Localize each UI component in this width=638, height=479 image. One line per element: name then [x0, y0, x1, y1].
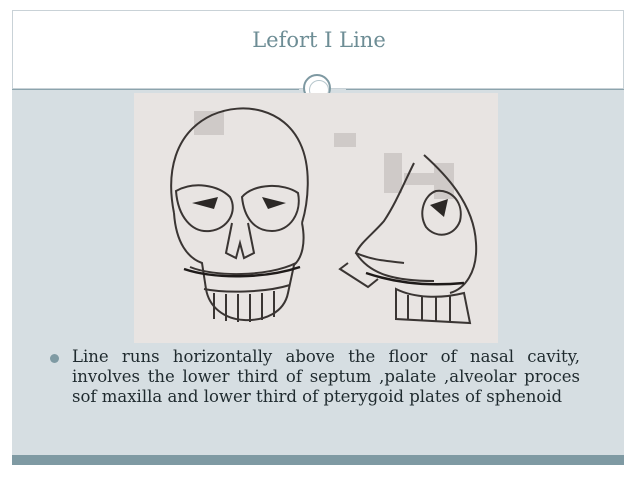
title-divider-right	[346, 89, 624, 90]
slide-title: Lefort I Line	[252, 28, 386, 52]
bullet-text: Line runs horizontally above the floor of nasal cavity, involves the lower third of septum ,palate ,alveolar proces sof maxilla and lower third of pterygoid plates of sphenoid	[72, 347, 580, 406]
title-divider-left	[12, 89, 299, 90]
skull-lefort-illustration	[134, 93, 498, 343]
bullet-icon	[50, 354, 59, 363]
footer-bar	[12, 455, 624, 465]
